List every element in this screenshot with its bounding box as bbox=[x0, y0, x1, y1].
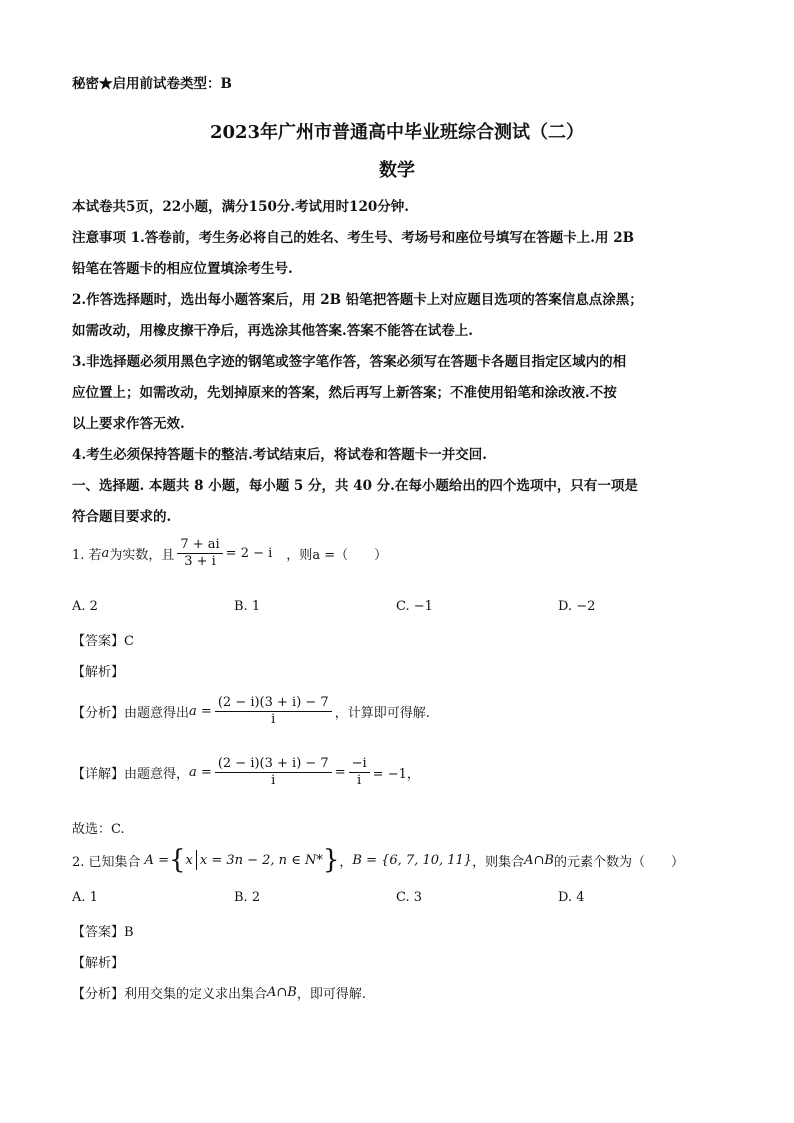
q2-option-c: C. 3 bbox=[396, 890, 423, 905]
q2-set-a-cond: x = 3n − 2, n ∈ N* bbox=[199, 852, 323, 868]
question-1-stem bbox=[72, 538, 387, 570]
q1-analysis-post: ，计算即可得解. bbox=[334, 706, 430, 722]
q2-set-a-var: x bbox=[185, 852, 193, 868]
instruction-line: 4.考生必须保持答题卡的整洁.考试结束后，将试卷和答题卡一并交回. bbox=[72, 447, 487, 463]
q2-set-a-lhs: A = bbox=[144, 852, 169, 868]
q1-analysis-fraction bbox=[215, 696, 332, 728]
q2-analysis-set: A∩B bbox=[267, 985, 297, 1000]
instruction-line: 注意事项 1.答卷前，考生务必将自己的姓名、考生号、考场号和座位号填写在答题卡上.用 2B bbox=[72, 230, 634, 246]
q2-right-brace: } bbox=[322, 845, 340, 875]
q2-stem-b: ，则集合 bbox=[472, 854, 525, 870]
q1-detail-rhs: = −1， bbox=[372, 767, 420, 783]
q1-frac-num: 7 + ai bbox=[177, 538, 222, 554]
q2-answer: 【答案】B bbox=[72, 925, 134, 940]
q2-analysis-title: 【解析】 bbox=[72, 956, 125, 971]
q1-analysis-lhs: a = bbox=[189, 704, 212, 720]
q2-analysis-tag: 【分析】 bbox=[72, 987, 125, 1002]
instruction-line: 3.非选择题必须用黑色字迹的钢笔或签字笔作答，答案必须写在答题卡各题目指定区域内的相 bbox=[72, 354, 627, 370]
q1-fraction bbox=[177, 538, 222, 570]
q1-detail bbox=[72, 757, 420, 789]
instruction-line: 以上要求作答无效. bbox=[72, 416, 185, 432]
q1-option-a: A. 2 bbox=[72, 599, 98, 614]
q1-option-c: C. −1 bbox=[396, 599, 433, 614]
q2-stem-c: 的元素个数为（ ） bbox=[553, 854, 684, 870]
q2-option-b: B. 2 bbox=[234, 890, 261, 905]
q1-detail-fraction-2 bbox=[349, 757, 370, 789]
q1-answer: 【答案】C bbox=[72, 634, 134, 649]
q1-conclusion: 故选：C. bbox=[72, 822, 125, 837]
section-heading-cont: 符合题目要求的. bbox=[72, 509, 172, 525]
q2-option-d: D. 4 bbox=[558, 890, 585, 905]
q1-detail-den-2: i bbox=[357, 773, 362, 789]
q1-detail-num-2: −i bbox=[349, 757, 370, 773]
q2-left-brace: { bbox=[168, 845, 186, 875]
exam-title: 2023年广州市普通高中毕业班综合测试（二） bbox=[209, 122, 585, 143]
q1-detail-fraction-1 bbox=[215, 757, 332, 789]
instruction-line: 2.作答选择题时，选出每小题答案后，用 2B 铅笔把答题卡上对应题目选项的答案信息点涂黑； bbox=[72, 292, 643, 308]
q2-set-b: B = {6, 7, 10, 11} bbox=[352, 852, 473, 868]
q1-stem-a: 1. 若 bbox=[72, 548, 102, 564]
q2-set-divider bbox=[196, 850, 197, 870]
q1-analysis-tag: 【分析】 bbox=[72, 706, 125, 722]
q1-eq-rhs: = 2 − i bbox=[225, 546, 273, 562]
q2-option-a: A. 1 bbox=[72, 890, 98, 905]
q1-analysis-title: 【解析】 bbox=[72, 665, 125, 680]
q1-stem-b: 为实数，且 bbox=[109, 548, 175, 564]
q1-stem-c: ，则 bbox=[286, 548, 313, 564]
q1-analysis bbox=[72, 696, 430, 728]
q1-detail-tag: 【详解】 bbox=[72, 767, 125, 783]
q2-analysis-post: ，即可得解. bbox=[296, 987, 367, 1002]
q1-analysis-pre: 由题意得出 bbox=[124, 706, 190, 722]
subject-title: 数学 bbox=[379, 160, 415, 181]
instruction-line: 本试卷共5页，22小题，满分150分.考试用时120分钟. bbox=[72, 199, 409, 215]
instruction-line: 铅笔在答题卡的相应位置填涂考生号. bbox=[72, 261, 293, 277]
q2-analysis bbox=[72, 983, 366, 1002]
confidential-label: 秘密★启用前试卷类型：B bbox=[72, 76, 232, 92]
q2-comma: ， bbox=[339, 854, 353, 870]
q1-frac-den: 3 + i bbox=[184, 554, 216, 570]
q1-analysis-den: i bbox=[271, 712, 276, 728]
q1-detail-num-1: (2 − i)(3 + i) − 7 bbox=[215, 757, 332, 773]
q1-option-b: B. 1 bbox=[234, 599, 261, 614]
q1-detail-lhs: a = bbox=[189, 765, 212, 781]
instruction-line: 如需改动，用橡皮擦干净后，再选涂其他答案.答案不能答在试卷上. bbox=[72, 323, 473, 339]
section-heading: 一、选择题. 本题共 8 小题，每小题 5 分，共 40 分.在每小题给出的四个选项中，只有一项是 bbox=[72, 478, 638, 494]
q1-detail-pre: 由题意得， bbox=[124, 767, 190, 783]
q2-stem-a: 2. 已知集合 bbox=[72, 854, 141, 870]
q1-var-a: a bbox=[101, 546, 110, 562]
q1-analysis-num: (2 − i)(3 + i) − 7 bbox=[215, 696, 332, 712]
q2-analysis-pre: 利用交集的定义求出集合 bbox=[124, 987, 268, 1002]
q1-stem-d: a =（ ） bbox=[312, 548, 388, 564]
q1-option-d: D. −2 bbox=[558, 599, 596, 614]
question-2-stem bbox=[72, 847, 684, 873]
q1-detail-den-1: i bbox=[271, 773, 276, 789]
q2-intersect: A∩B bbox=[524, 852, 554, 868]
instruction-line: 应位置上；如需改动，先划掉原来的答案，然后再写上新答案；不准使用铅笔和涂改液.不按 bbox=[72, 385, 617, 401]
q1-detail-eq: = bbox=[334, 765, 346, 781]
